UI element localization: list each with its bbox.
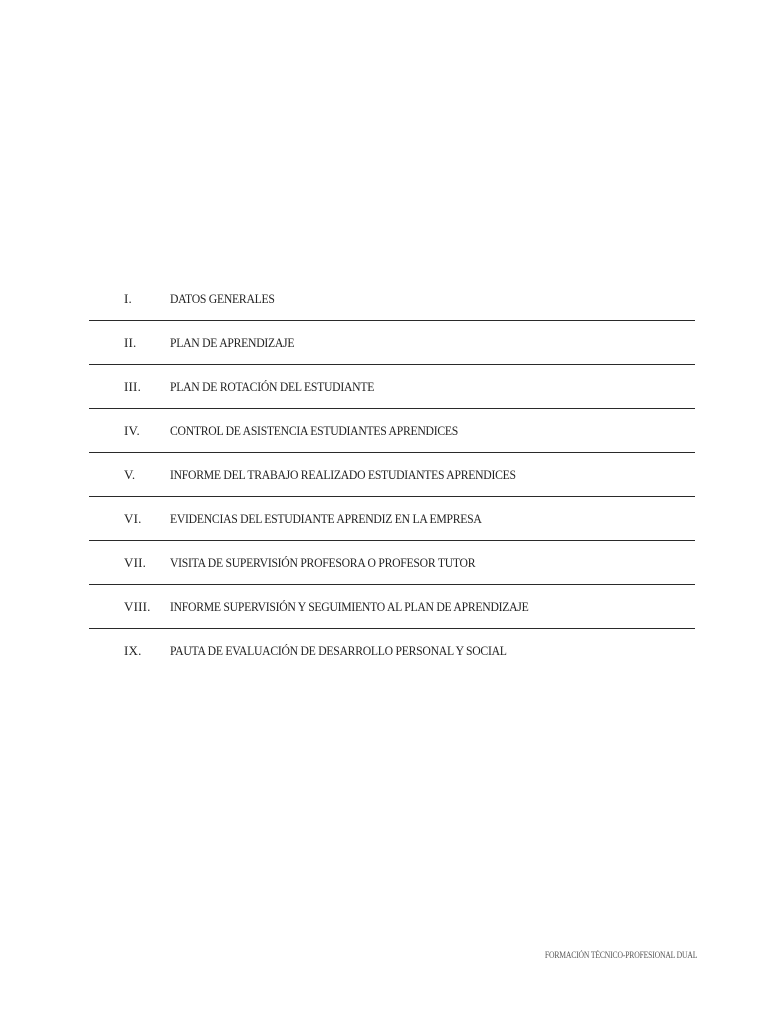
toc-number: VIII.: [124, 599, 151, 614]
toc-title: CONTROL DE ASISTENCIA ESTUDIANTES APRENDICES: [170, 423, 459, 438]
toc-title: EVIDENCIAS DEL ESTUDIANTE APRENDIZ EN LA EMPRESA: [170, 511, 482, 526]
toc-title: PLAN DE APRENDIZAJE: [170, 335, 295, 350]
table-of-contents: [89, 277, 695, 673]
toc-title: INFORME DEL TRABAJO REALIZADO ESTUDIANTES APRENDICES: [170, 467, 516, 482]
toc-row-7: [89, 541, 695, 585]
toc-number: II.: [124, 335, 137, 350]
toc-number: III.: [124, 379, 142, 394]
toc-row-8: [89, 585, 695, 629]
toc-row-4: [89, 409, 695, 453]
toc-title: PAUTA DE EVALUACIÓN DE DESARROLLO PERSONAL Y SOCIAL: [170, 643, 507, 658]
toc-title: DATOS GENERALES: [170, 291, 275, 306]
toc-row-9: [89, 629, 695, 673]
toc-number: IV.: [124, 423, 140, 438]
toc-number: V.: [124, 467, 136, 482]
toc-row-2: [89, 321, 695, 365]
toc-row-5: [89, 453, 695, 497]
toc-row-3: [89, 365, 695, 409]
toc-number: IX.: [124, 643, 142, 658]
page-footer: FORMACIÓN TÉCNICO-PROFESIONAL DUAL: [544, 950, 697, 960]
toc-row-6: [89, 497, 695, 541]
toc-number: VI.: [124, 511, 142, 526]
toc-number: VII.: [124, 555, 147, 570]
toc-title: INFORME SUPERVISIÓN Y SEGUIMIENTO AL PLAN DE APRENDIZAJE: [170, 599, 529, 614]
toc-number: I.: [124, 291, 132, 306]
toc-title: VISITA DE SUPERVISIÓN PROFESORA O PROFESOR TUTOR: [170, 555, 476, 570]
toc-title: PLAN DE ROTACIÓN DEL ESTUDIANTE: [170, 379, 375, 394]
toc-row-1: [89, 277, 695, 321]
